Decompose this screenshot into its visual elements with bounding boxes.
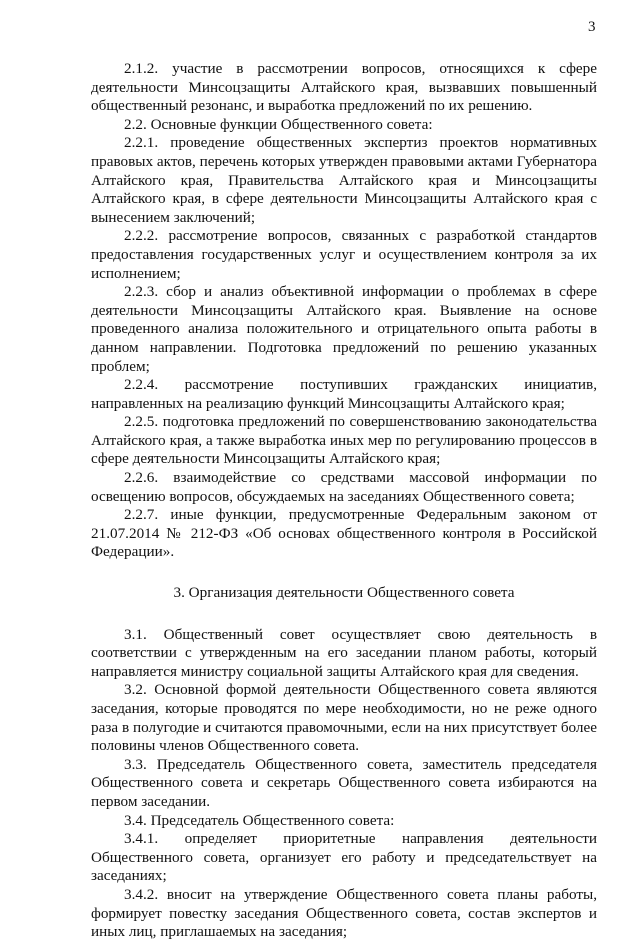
- paragraph-3-4: 3.4. Председатель Общественного совета:: [124, 811, 395, 829]
- paragraph-3-1: 3.1. Общественный совет осуществляет свою деятельность в соответствии с утвержденным на его заседании планом работы, который направляется министру социальной защиты Алтайского края для сведения.: [91, 625, 597, 680]
- paragraph-2-2: 2.2. Основные функции Общественного совета:: [124, 115, 433, 133]
- paragraph-2-2-2: 2.2.2. рассмотрение вопросов, связанных с разработкой стандартов предоставления государственных услуг и осуществлением контроля за их исполнением;: [91, 227, 597, 282]
- paragraph-2-2-1: 2.2.1. проведение общественных экспертиз проектов нормативных правовых актов, перечень которых утвержден правовыми актами Губернатора Алтайского края, Правительства Алтайского края и Минсоцзащиты Алтайского края, в сфере деятельности Минсоцзащиты Алтайского края с вынесением заключений;: [91, 134, 597, 226]
- section-3-heading: 3. Организация деятельности Общественного совета: [173, 584, 515, 602]
- paragraph-3-3: 3.3. Председатель Общественного совета, заместитель председателя Общественного совета и секретарь Общественного совета избираются на первом заседании.: [91, 755, 597, 810]
- paragraph-2-2-6: 2.2.6. взаимодействие со средствами массовой информации по освещению вопросов, обсуждаемых на заседаниях Общественного совета;: [91, 469, 597, 505]
- paragraph-2-2-5: 2.2.5. подготовка предложений по совершенствованию законодательства Алтайского края, а также выработка иных мер по регулированию процессов в сфере деятельности Минсоцзащиты Алтайского края;: [91, 413, 597, 468]
- document-body: [91, 60, 597, 942]
- paragraph-2-2-3: 2.2.3. сбор и анализ объективной информации о проблемах в сфере деятельности Минсоцзащиты Алтайского края. Выявление на основе проведенного анализа положительного и отрицательного опыта работы в данном направлении. Подготовка предложений по решению указанных проблем;: [91, 283, 597, 375]
- paragraph-2-1-2: 2.1.2. участие в рассмотрении вопросов, относящихся к сфере деятельности Минсоцзащиты Алтайского края, вызвавших повышенный общественный резонанс, и выработка предложений по их решению.: [91, 60, 597, 115]
- paragraph-2-2-4: 2.2.4. рассмотрение поступивших гражданских инициатив, направленных на реализацию функций Минсоцзащиты Алтайского края;: [91, 376, 597, 412]
- paragraph-3-4-1: 3.4.1. определяет приоритетные направления деятельности Общественного совета, организует его работу и председательствует на заседаниях;: [91, 830, 597, 885]
- paragraph-3-4-2: 3.4.2. вносит на утверждение Общественного совета планы работы, формирует повестку заседания Общественного совета, состав экспертов и иных лиц, приглашаемых на заседания;: [91, 885, 597, 941]
- paragraph-2-2-7: 2.2.7. иные функции, предусмотренные Федеральным законом от 21.07.2014 № 212-ФЗ «Об основах общественного контроля в Российской Федерации».: [91, 506, 597, 561]
- page-number: 3: [588, 19, 596, 35]
- paragraph-3-2: 3.2. Основной формой деятельности Общественного совета являются заседания, которые проводятся по мере необходимости, но не реже одного раза в полугодие и считаются правомочными, если на них присутствует более половины членов Общественного совета.: [91, 681, 597, 755]
